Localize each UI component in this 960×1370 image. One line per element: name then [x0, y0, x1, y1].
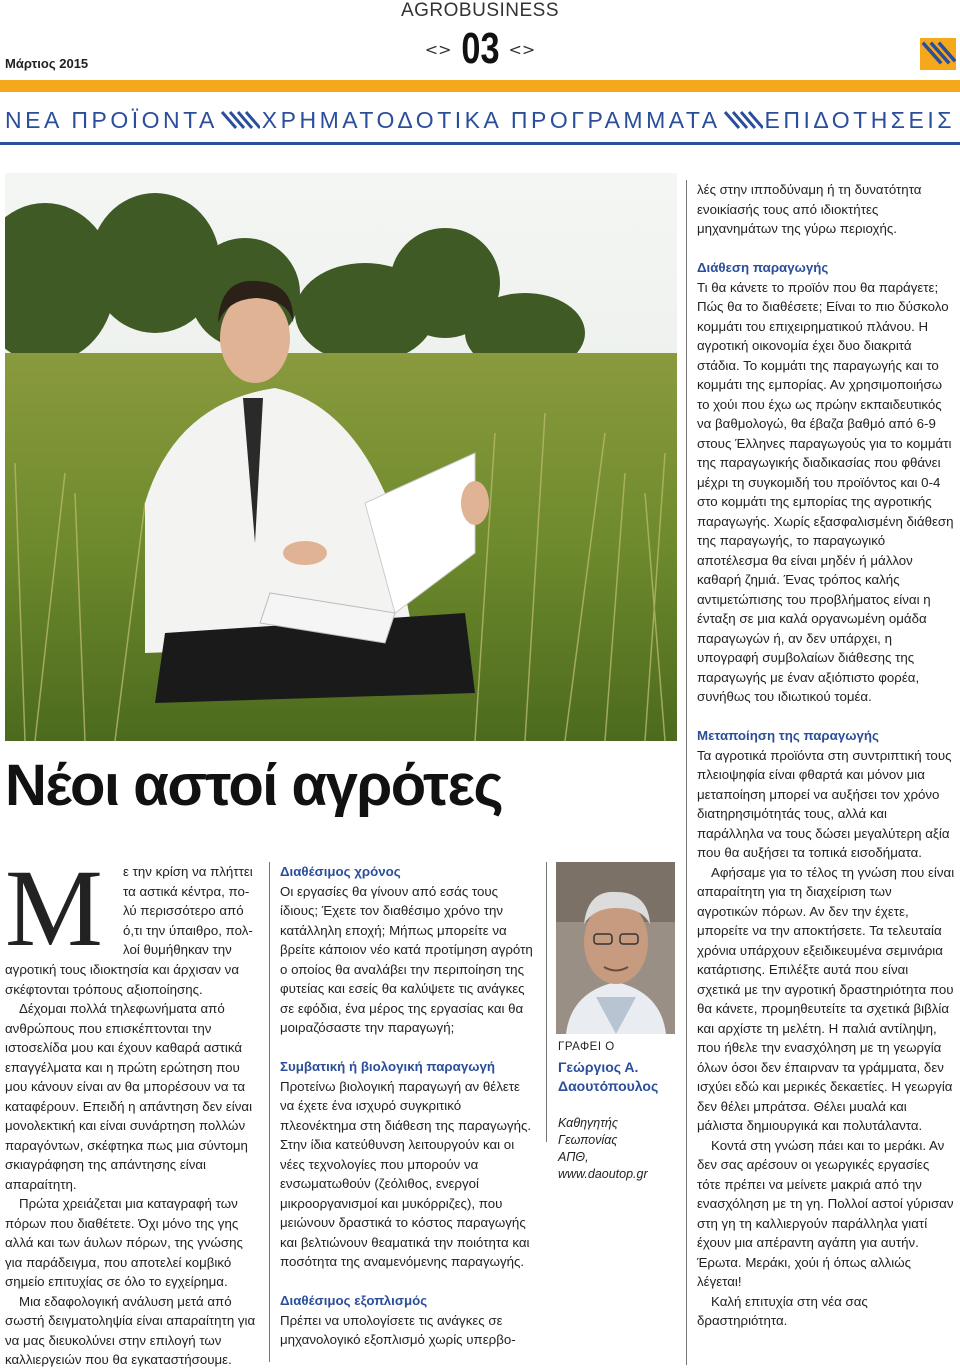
paragraph: Αφήσαμε για το τέλος τη γνώση που είναι απαραίτητη για τη διαχείριση των αγροτικών πόρων. Αν δεν την έχετε, μπορείτε να την αποκτήσετε. Τα τελευταία χρόνια υπάρχουν εξειδικευμένα σεμινάρια κατάρτισης. Επιλέξτε αυτά που είναι σχετικά με την αγροτική δραστηριότητα που θα κάνετε, προμηθευτείτε τα σχετικά βιβλία και αρχίστε τη μελέτη. Η παλιά αντίληψη, που ήθελε την ενασχόληση με τη γεωργία όλων όσοι δεν έπαιρναν τα γράμματα, δεν ισχύει εδώ και μερικές δεκαετίες. Η γεωργία δεν θέλει μπράτσα. Θέλει μυαλά και μάλιστα δημιουργικά και πολυτάλαντα. — [697, 864, 955, 1133]
author-name-line: Γεώργιος Α. — [558, 1059, 639, 1075]
paragraph: Τι θα κάνετε το προϊόν που θα παράγετε; Πώς θα το διαθέσετε; Είναι το πιο δύσκολο κομμάτι του επιχειρηματικού πλάνου. Η αγροτική οικονομία έχει δυο διακριτά στάδια. Το κομμάτι της παραγωγής και το κομμάτι της εμπορίας. Αν χρησιμοποιήσω το χούι που έχω ως πρώην εκπαιδευτικός να βαθμολογώ, θα έβαζα βαθμό από 6-9 στους Έλληνες παραγωγούς για το κομμάτι της παραγωγικής διαδικασίας που φθάνει μέχρι τη συγκομιδή του προϊόντος και 0-4 στο κομμάτι της εμπορίας της αγροτικής παραγωγής. Χωρίς εξασφαλισμένη διάθεση της παραγωγής, το παραγωγικό αποτέλεσμα θα είναι μηδέν ή μάλλον καθαρή ζημιά. Ένας τρόπος καλής αντιμετώπισης του προβλήματος είναι η ένταξη σε μια καλά οργανωμένη ομάδα παραγωγών ή, αν δεν υπάρχει, η υπογραφή συμβολαίων διάθεσης της παραγωγής με έναν αξιόπιστο φορέα, συνήθως του ιδιωτικού τομέα. — [697, 279, 954, 704]
intro-line: ε την κρίση να πλήττει — [123, 864, 253, 879]
paragraph: Πρώτα χρειάζεται μια καταγραφή των πόρων που διαθέτετε. Όχι μόνο της γης αλλά και των άυλων πόρων, της γνώσης για παράδειγμα, που αποτελεί κομβικό σημείο επιτυχίας σε όλο το εγχείρημα. — [5, 1196, 243, 1289]
page-number — [424, 24, 536, 74]
intro-line: λύ περισσότερο από — [123, 903, 244, 918]
page-number-digits: 03 — [460, 24, 500, 73]
article-column-2 — [280, 862, 535, 1350]
author-title-line: Καθηγητής Γεωπονίας — [558, 1116, 618, 1147]
section-heading: Διαθέσιμος χρόνος — [280, 864, 401, 879]
paragraph: Καλή επιτυχία στη νέα σας δραστηριότητα. — [697, 1293, 868, 1328]
column-divider — [269, 862, 270, 1362]
stripes-separator-icon — [723, 110, 763, 130]
article-headline: Νέοι αστοί αγρότες — [5, 753, 503, 818]
intro-line: ό,τι την ύπαιθρο, πολ- — [123, 922, 253, 938]
author-title — [558, 1115, 678, 1183]
publication-title: AGROBUSINESS — [400, 0, 560, 21]
author-portrait-photo — [556, 862, 675, 1034]
category-funding-programs[interactable]: ΧΡΗΜΑΤΟΔΟΤΙΚΑ ΠΡΟΓΡΑΜΜΑΤΑ — [261, 106, 721, 133]
paragraph: λές στην ιπποδύναμη ή τη δυνατότητα ενοικίασής τους από ιδιοκτήτες μηχανημάτων της γύρω περιοχής. — [697, 182, 922, 236]
category-nav — [5, 102, 955, 138]
stripes-separator-icon — [220, 110, 260, 130]
author-website-line[interactable]: ΑΠΘ, www.daoutop.gr — [558, 1150, 648, 1181]
paragraph: Δέχομαι πολλά τηλεφωνήματα από ανθρώπους που επισκέπτονται την ιστοσελίδα μου και έχουν καθαρά αστικά επαγγέλματα και η πρώτη ερώτηση που μου κάνουν είναι αν θα μπορέσουν να τα καταφέρουν. Επειδή η απάντηση δεν είναι μονολεκτική και είναι συνάρτηση πολλών παραγόντων, σκέφτηκα πως μια σύντομη σκιαγράφηση της απάντησης είναι απαραίτητη. — [5, 1001, 253, 1192]
category-subsidies[interactable]: ΕΠΙΔΟΤΗΣΕΙΣ — [764, 106, 955, 133]
section-heading: Διαθέσιμος εξοπλισμός — [280, 1293, 428, 1308]
right-arrow-glyph: <> — [508, 39, 536, 59]
hero-photo-man-with-laptop-in-field — [5, 173, 677, 741]
paragraph: αγροτική τους ιδιοκτησία και άρχισαν να σκέφτονται τρόπους αξιοποίησης. — [5, 962, 240, 997]
paragraph: Κοντά στη γνώση πάει και το μεράκι. Αν δεν σας αρέσουν οι γεωργικές εργασίες τότε πρέπει να μείνετε μακριά από την ενασχόληση με τη γη. Πολλοί αστοί γύρισαν στη γη τη καλλιεργούν παράλληλα γιατί έχουν μια απέραντη αγάπη για αυτήν. Έρωτα. Μεράκι, χούι ή όπως αλλιώς λέγεται! — [697, 1137, 954, 1289]
left-arrow-glyph: <> — [424, 39, 452, 59]
section-heading: Διάθεση παραγωγής — [697, 260, 829, 275]
issue-date: Μάρτιος 2015 — [5, 56, 89, 71]
paragraph: Οι εργασίες θα γίνουν από εσάς τους ίδιους; Έχετε τον διαθέσιμο χρόνο την κατάλληλη εποχή; Μήπως μπορείτε να βρείτε κάποιον νέο κατά προτίμηση αγρότη ο οποίος θα αναλάβει την περιποίηση της φυτείας και εσείς θα καλύψετε τις ανάγκες σε εφόδια, ένα μέρος της εργασίας και θα μοιραζόσαστε την παραγωγή; — [280, 883, 533, 1035]
paragraph: Τα αγροτικά προϊόντα στη συντριπτική τους πλειοψηφία είναι φθαρτά και μόνον μια μεταποίηση μπορεί να αυξήσει τον χρόνο διατηρησιμότητάς τους, αλλά και παράλληλα να τους δώσει μεγαλύτερη αξία που θα αυξήσει τα τοπικά εισοδήματα. — [697, 747, 952, 860]
section-heading: Συμβατική ή βιολογική παραγωγή — [280, 1059, 495, 1074]
article-column-3-bottom — [697, 726, 955, 1331]
section-heading: Μεταποίηση της παραγωγής — [697, 728, 879, 743]
paragraph: Μια εδαφολογική ανάλυση μετά από σωστή δειγματοληψία είναι απαραίτητη για να μας διευκολύνει στην επιλογή των καλλιεργειών που θα εγκαταστήσουμε. — [5, 1293, 256, 1367]
paragraph: Προτείνω βιολογική παραγωγή αν θέλετε να έχετε ένα ισχυρό συγκριτικό πλεονέκτημα στη διάθεση της παραγωγής. Στην ίδια κατεύθυνση λειτουργούν και οι νέες τεχνολογίες που μπορούν να ενσωματωθούν (ζεόλιθος, ενεργοί μικροοργανισμοί και μυκόρριζες), που μειώνουν δραστικά το κόστος παραγωγής και βελτιώνουν θεαματικά την ποιότητα και ποσότητα της αναμενόμενης παραγωγής. — [280, 1078, 532, 1269]
author-name — [558, 1058, 658, 1096]
paragraph: Πρέπει να υπολογίσετε τις ανάγκες σε μηχανολογικό εξοπλισμό χωρίς υπερβο- — [280, 1312, 516, 1347]
drop-cap-letter: Μ — [5, 847, 103, 969]
intro-line: λοί θυμήθηκαν την — [123, 942, 232, 957]
author-byline-label: ΓΡΑΦΕΙ Ο — [558, 1041, 615, 1053]
article-column-3-top — [697, 180, 955, 707]
intro-line: τα αστικά κέντρα, πο- — [123, 883, 250, 899]
header-accent-bar — [0, 80, 960, 92]
column-divider — [546, 862, 547, 1142]
column-divider — [686, 180, 687, 1365]
category-new-products[interactable]: ΝΕΑ ΠΡΟΪΟΝΤΑ — [5, 106, 218, 133]
author-name-line: Δαουτόπουλος — [558, 1078, 659, 1094]
drop-cap-lines — [123, 862, 260, 960]
article-column-1 — [5, 960, 260, 1370]
brand-stripes-icon — [920, 38, 956, 70]
nav-underline — [0, 142, 960, 145]
